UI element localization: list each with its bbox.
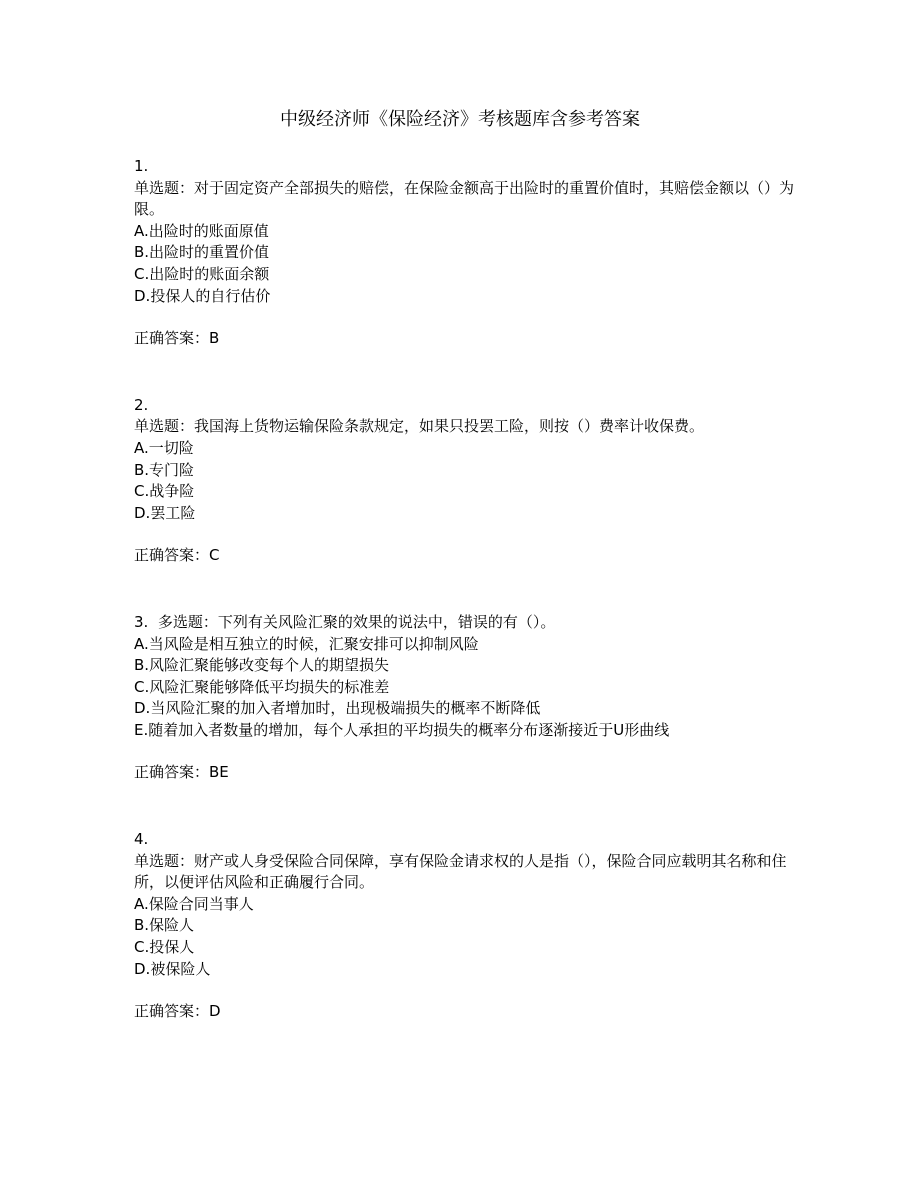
option-c: C.风险汇聚能够降低平均损失的标准差: [134, 677, 390, 696]
document-title: 中级经济师《保险经济》考核题库含参考答案: [280, 109, 640, 130]
correct-answer: 正确答案：B: [134, 329, 220, 348]
question-number: 2.: [134, 395, 149, 414]
correct-answer: 正确答案：D: [134, 1002, 221, 1021]
option-b: B.出险时的重置价值: [134, 243, 270, 262]
correct-answer: 正确答案：C: [134, 546, 220, 565]
option-a: A.一切险: [134, 438, 194, 457]
option-b: B.专门险: [134, 460, 195, 479]
option-c: C.战争险: [134, 482, 195, 501]
question-stem: 单选题：财产或人身受保险合同保障，享有保险金请求权的人是指（），保险合同应载明其名称和住所，以便评估风险和正确履行合同。: [134, 851, 787, 892]
option-b: B.风险汇聚能够改变每个人的期望损失: [134, 656, 390, 675]
question-stem: 多选题：下列有关风险汇聚的效果的说法中，错误的有（）。: [157, 612, 556, 631]
option-b: B.保险人: [134, 916, 195, 935]
option-a: A.保险合同当事人: [134, 894, 254, 913]
correct-answer: 正确答案：BE: [134, 763, 229, 782]
option-a: A.出险时的账面原值: [134, 221, 269, 240]
question-stem: 单选题：我国海上货物运输保险条款规定，如果只投罢工险，则按（）费率计收保费。: [134, 417, 705, 436]
option-d: D.罢工险: [134, 503, 196, 522]
option-d: D.当风险汇聚的加入者增加时，出现极端损失的概率不断降低: [134, 699, 541, 718]
option-c: C.投保人: [134, 938, 195, 957]
option-e: E.随着加入者数量的增加，每个人承担的平均损失的概率分布逐渐接近于U形曲线: [134, 720, 670, 739]
question-number: 1.: [134, 157, 149, 175]
question-number: 3.: [134, 612, 149, 631]
question-3: [134, 612, 794, 784]
question-list: [134, 156, 794, 1023]
question-2: [134, 395, 794, 567]
question-heading: [134, 612, 794, 634]
question-1: [134, 156, 794, 350]
option-a: A.当风险是相互独立的时候，汇聚安排可以抑制风险: [134, 634, 479, 653]
question-stem: 单选题：对于固定资产全部损失的赔偿，在保险金额高于出险时的重置价值时，其赔偿金额以（）为限。: [134, 178, 795, 219]
question-number: 4.: [134, 830, 149, 849]
question-4: [134, 829, 794, 1023]
option-c: C.出险时的账面余额: [134, 264, 270, 283]
option-d: D.被保险人: [134, 959, 211, 978]
option-d: D.投保人的自行估价: [134, 286, 271, 305]
